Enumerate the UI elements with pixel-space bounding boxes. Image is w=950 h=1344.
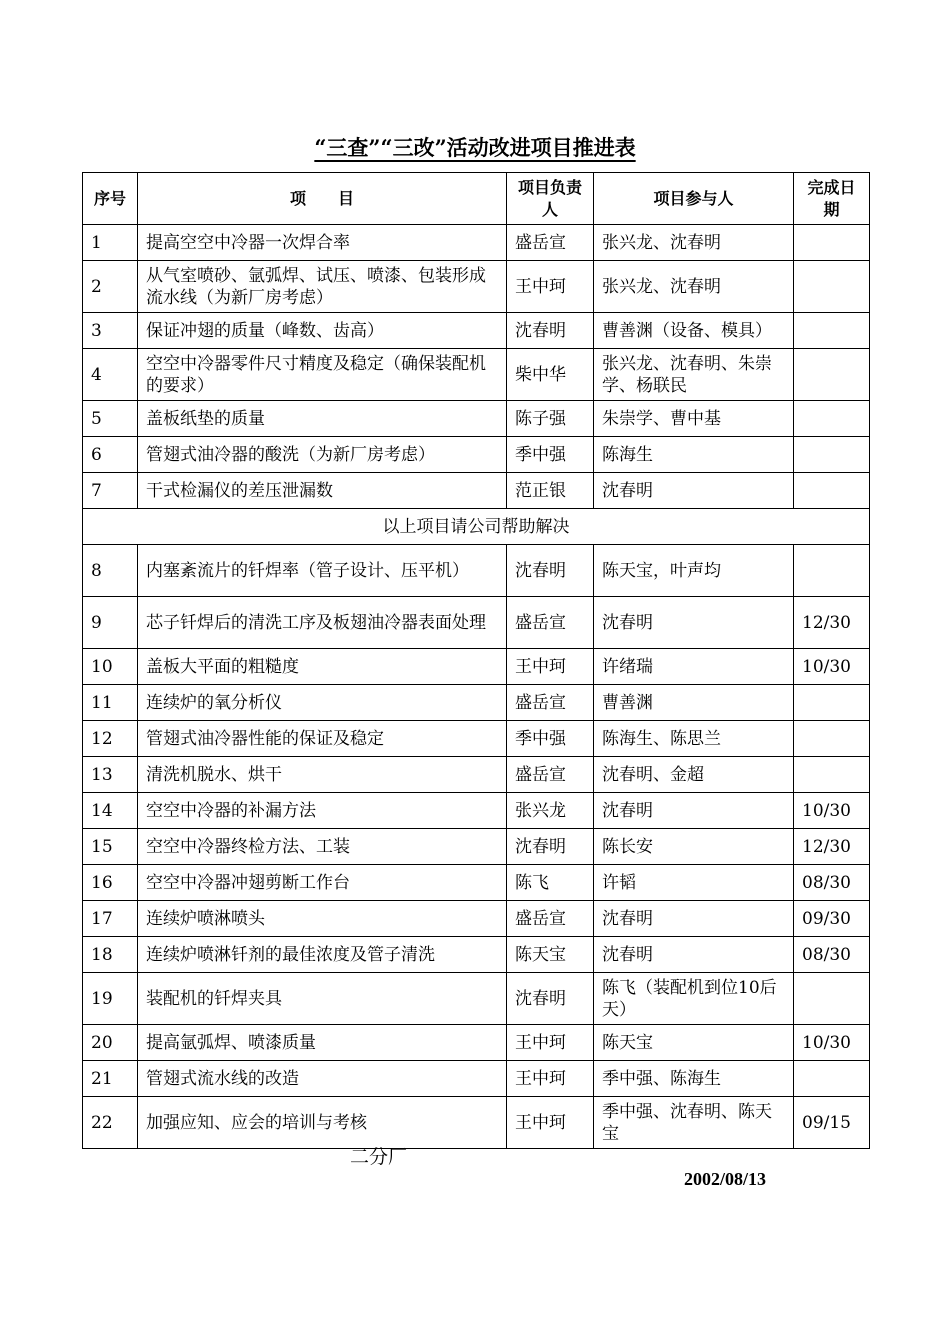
cell-no: 20 <box>83 1025 138 1061</box>
header-date: 完成日期 <box>794 173 870 225</box>
cell-owner: 王中珂 <box>507 649 594 685</box>
table-row <box>83 829 870 865</box>
cell-no: 21 <box>83 1061 138 1097</box>
cell-participants: 沈春明 <box>594 597 794 649</box>
cell-item: 从气室喷砂、氩弧焊、试压、喷漆、包装形成流水线（为新厂房考虑） <box>138 261 507 313</box>
cell-item: 清洗机脱水、烘干 <box>138 757 507 793</box>
cell-no: 9 <box>83 597 138 649</box>
note-row <box>83 509 870 545</box>
table-row <box>83 225 870 261</box>
table-row <box>83 313 870 349</box>
cell-item: 盖板纸垫的质量 <box>138 401 507 437</box>
cell-participants: 曹善渊 <box>594 685 794 721</box>
cell-item: 连续炉喷淋喷头 <box>138 901 507 937</box>
table-row <box>83 757 870 793</box>
cell-participants: 沈春明 <box>594 937 794 973</box>
cell-date <box>794 757 870 793</box>
cell-item: 加强应知、应会的培训与考核 <box>138 1097 507 1149</box>
cell-no: 5 <box>83 401 138 437</box>
cell-date <box>794 261 870 313</box>
cell-date: 09/30 <box>794 901 870 937</box>
table-row <box>83 545 870 597</box>
cell-no: 12 <box>83 721 138 757</box>
cell-participants: 陈海生、陈思兰 <box>594 721 794 757</box>
cell-owner: 盛岳宣 <box>507 597 594 649</box>
cell-owner: 盛岳宣 <box>507 685 594 721</box>
report-date: 2002/08/13 <box>684 1169 767 1189</box>
cell-participants: 许绪瑞 <box>594 649 794 685</box>
table-row <box>83 597 870 649</box>
cell-item: 盖板大平面的粗糙度 <box>138 649 507 685</box>
cell-no: 4 <box>83 349 138 401</box>
cell-item: 提高空空中冷器一次焊合率 <box>138 225 507 261</box>
cell-item: 装配机的钎焊夹具 <box>138 973 507 1025</box>
cell-date <box>794 437 870 473</box>
cell-participants: 张兴龙、沈春明 <box>594 261 794 313</box>
header-no: 序号 <box>83 173 138 225</box>
table-row <box>83 401 870 437</box>
cell-owner: 柴中华 <box>507 349 594 401</box>
cell-item: 管翅式油冷器的酸洗（为新厂房考虑） <box>138 437 507 473</box>
cell-no: 19 <box>83 973 138 1025</box>
cell-no: 18 <box>83 937 138 973</box>
table-row <box>83 349 870 401</box>
cell-owner: 王中珂 <box>507 1061 594 1097</box>
cell-date <box>794 721 870 757</box>
cell-participants: 季中强、陈海生 <box>594 1061 794 1097</box>
cell-no: 13 <box>83 757 138 793</box>
cell-item: 连续炉喷淋钎剂的最佳浓度及管子清洗 <box>138 937 507 973</box>
header-item: 项 目 <box>138 173 507 225</box>
cell-no: 8 <box>83 545 138 597</box>
cell-owner: 沈春明 <box>507 313 594 349</box>
cell-participants: 陈天宝 <box>594 1025 794 1061</box>
table-row <box>83 793 870 829</box>
cell-item: 保证冲翅的质量（峰数、齿高） <box>138 313 507 349</box>
page-title: “三查”“三改”活动改进项目推进表 <box>314 135 636 160</box>
cell-owner: 季中强 <box>507 437 594 473</box>
cell-participants: 许韬 <box>594 865 794 901</box>
table-row <box>83 1025 870 1061</box>
cell-date <box>794 545 870 597</box>
cell-owner: 盛岳宣 <box>507 757 594 793</box>
cell-participants: 张兴龙、沈春明、朱崇学、杨联民 <box>594 349 794 401</box>
cell-date <box>794 473 870 509</box>
cell-date <box>794 973 870 1025</box>
cell-date: 10/30 <box>794 1025 870 1061</box>
cell-item: 提高氩弧焊、喷漆质量 <box>138 1025 507 1061</box>
cell-date: 10/30 <box>794 649 870 685</box>
cell-no: 3 <box>83 313 138 349</box>
cell-owner: 盛岳宣 <box>507 901 594 937</box>
cell-date: 12/30 <box>794 829 870 865</box>
cell-participants: 沈春明 <box>594 901 794 937</box>
cell-item: 空空中冷器终检方法、工装 <box>138 829 507 865</box>
cell-owner: 沈春明 <box>507 829 594 865</box>
cell-date: 09/15 <box>794 1097 870 1149</box>
cell-no: 11 <box>83 685 138 721</box>
cell-no: 6 <box>83 437 138 473</box>
cell-owner: 王中珂 <box>507 261 594 313</box>
cell-date: 12/30 <box>794 597 870 649</box>
cell-no: 15 <box>83 829 138 865</box>
table-row <box>83 973 870 1025</box>
cell-participants: 沈春明 <box>594 793 794 829</box>
table-row <box>83 261 870 313</box>
cell-participants: 沈春明 <box>594 473 794 509</box>
cell-no: 22 <box>83 1097 138 1149</box>
cell-no: 10 <box>83 649 138 685</box>
cell-owner: 王中珂 <box>507 1097 594 1149</box>
table-row <box>83 865 870 901</box>
header-owner: 项目负责人 <box>507 173 594 225</box>
cell-owner: 沈春明 <box>507 545 594 597</box>
cell-date <box>794 225 870 261</box>
header-participants: 项目参与人 <box>594 173 794 225</box>
cell-participants: 沈春明、金超 <box>594 757 794 793</box>
cell-owner: 王中珂 <box>507 1025 594 1061</box>
department-label: 二分厂 <box>350 1146 408 1168</box>
cell-owner: 盛岳宣 <box>507 225 594 261</box>
cell-participants: 季中强、沈春明、陈天宝 <box>594 1097 794 1149</box>
table-row <box>83 937 870 973</box>
table-row <box>83 685 870 721</box>
cell-item: 管翅式油冷器性能的保证及稳定 <box>138 721 507 757</box>
cell-no: 17 <box>83 901 138 937</box>
cell-participants: 陈海生 <box>594 437 794 473</box>
cell-owner: 陈飞 <box>507 865 594 901</box>
cell-no: 14 <box>83 793 138 829</box>
cell-date: 08/30 <box>794 865 870 901</box>
cell-owner: 季中强 <box>507 721 594 757</box>
header-row <box>83 173 870 225</box>
cell-date <box>794 313 870 349</box>
table-row <box>83 649 870 685</box>
cell-item: 干式检漏仪的差压泄漏数 <box>138 473 507 509</box>
cell-participants: 张兴龙、沈春明 <box>594 225 794 261</box>
cell-owner: 陈天宝 <box>507 937 594 973</box>
table-row <box>83 437 870 473</box>
cell-item: 管翅式流水线的改造 <box>138 1061 507 1097</box>
cell-item: 芯子钎焊后的清洗工序及板翅油冷器表面处理 <box>138 597 507 649</box>
cell-item: 空空中冷器的补漏方法 <box>138 793 507 829</box>
cell-owner: 范正银 <box>507 473 594 509</box>
table-row <box>83 473 870 509</box>
cell-date <box>794 401 870 437</box>
cell-item: 空空中冷器零件尺寸精度及稳定（确保装配机的要求） <box>138 349 507 401</box>
table-row <box>83 1061 870 1097</box>
note-text: 以上项目请公司帮助解决 <box>83 509 870 545</box>
cell-participants: 曹善渊（设备、模具） <box>594 313 794 349</box>
cell-date <box>794 1061 870 1097</box>
cell-item: 内塞紊流片的钎焊率（管子设计、压平机） <box>138 545 507 597</box>
cell-owner: 沈春明 <box>507 973 594 1025</box>
cell-participants: 朱崇学、曹中基 <box>594 401 794 437</box>
cell-participants: 陈长安 <box>594 829 794 865</box>
cell-date <box>794 685 870 721</box>
table-row <box>83 1097 870 1149</box>
cell-no: 7 <box>83 473 138 509</box>
cell-participants: 陈天宝，叶声均 <box>594 545 794 597</box>
cell-no: 2 <box>83 261 138 313</box>
table-row <box>83 721 870 757</box>
cell-participants: 陈飞（装配机到位10后天） <box>594 973 794 1025</box>
cell-date: 10/30 <box>794 793 870 829</box>
cell-owner: 陈子强 <box>507 401 594 437</box>
cell-item: 连续炉的氧分析仪 <box>138 685 507 721</box>
cell-date <box>794 349 870 401</box>
cell-no: 1 <box>83 225 138 261</box>
cell-date: 08/30 <box>794 937 870 973</box>
table-row <box>83 901 870 937</box>
cell-no: 16 <box>83 865 138 901</box>
cell-item: 空空中冷器冲翅剪断工作台 <box>138 865 507 901</box>
project-table <box>82 172 870 1149</box>
cell-owner: 张兴龙 <box>507 793 594 829</box>
